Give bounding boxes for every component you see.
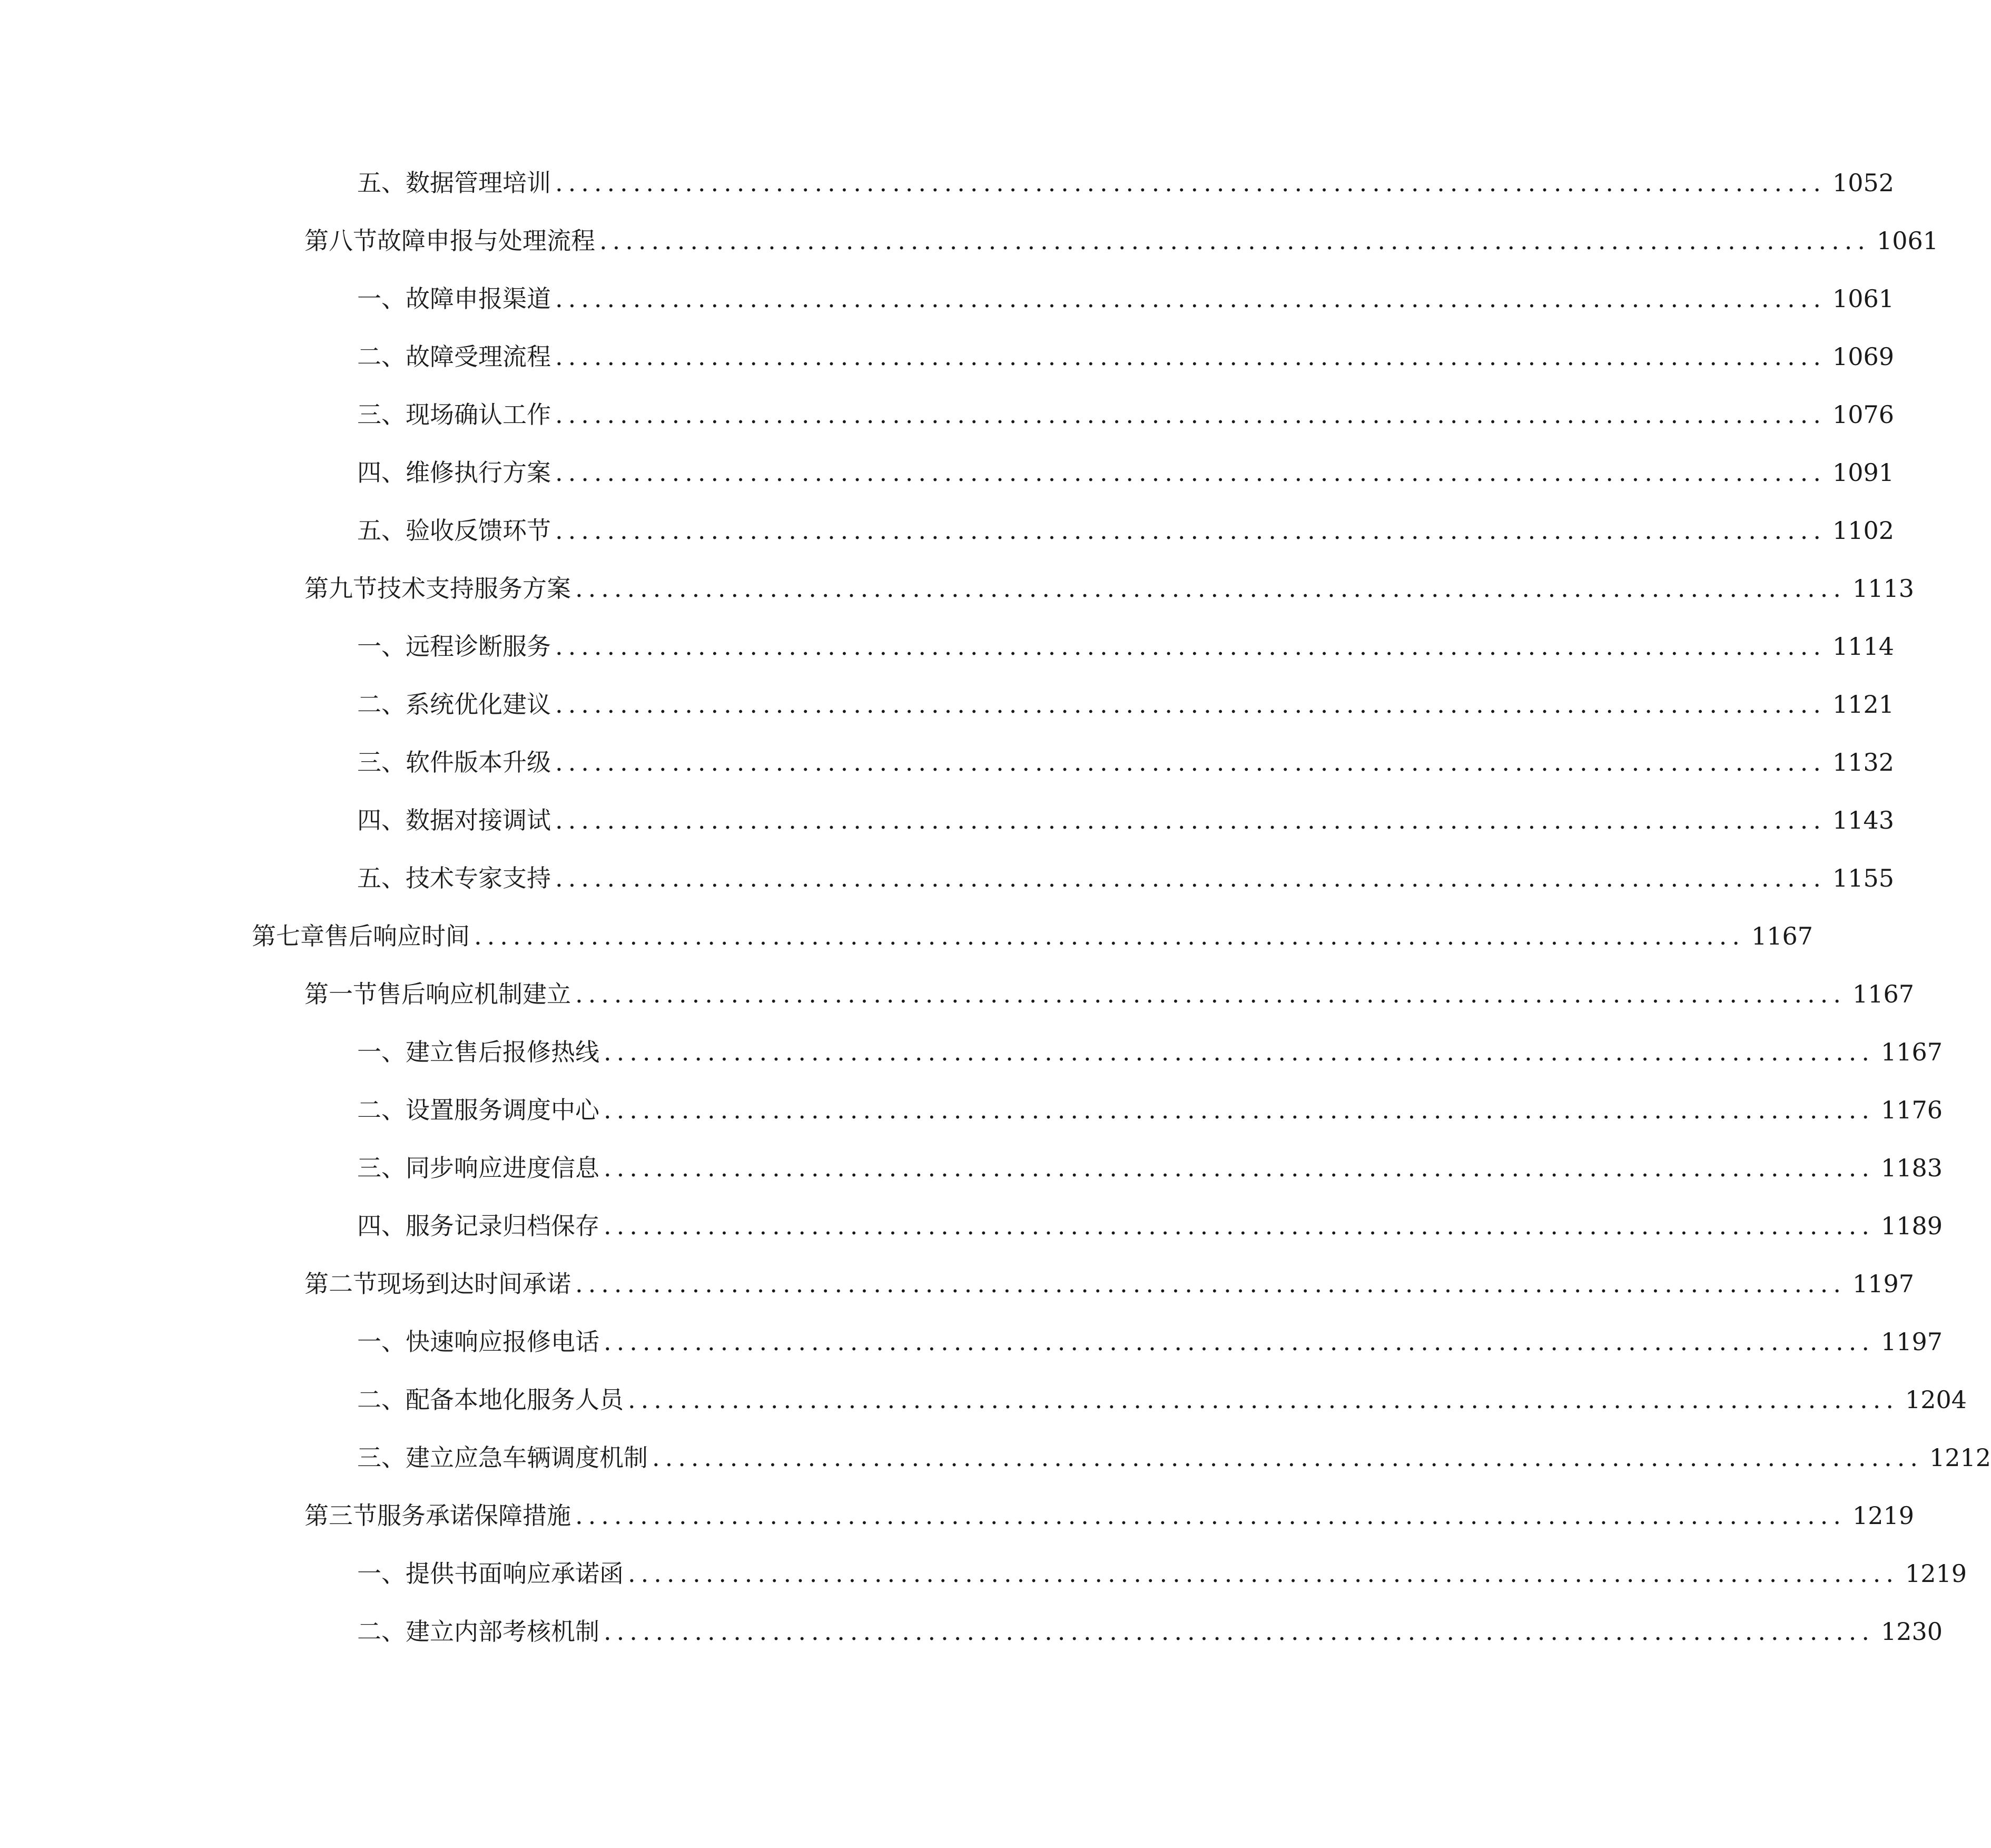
- toc-entry-number: 第二节: [304, 1270, 377, 1298]
- toc-entry-page: 1121: [1832, 690, 1895, 719]
- toc-entry-number: 五、: [357, 516, 406, 545]
- dot-leader: ..................................................................................................: [575, 1501, 1846, 1530]
- dot-leader: ..................................................................................................: [604, 1212, 1875, 1240]
- toc-entry-title: 技术专家支持: [406, 864, 551, 892]
- dot-leader: ..................................................................................................: [474, 922, 1745, 950]
- toc-entry-page: 1113: [1852, 574, 1915, 603]
- toc-entry-page: 1114: [1832, 632, 1895, 661]
- dot-leader: ..................................................................................................: [575, 1270, 1846, 1298]
- toc-entry-number: 五、: [357, 864, 406, 892]
- toc-entry[interactable]: [0, 686, 1895, 723]
- toc-entry-title: 服务记录归档保存: [406, 1212, 599, 1240]
- toc-entry-title: 验收反馈环节: [406, 516, 551, 545]
- toc-entry-title: 现场确认工作: [406, 400, 551, 429]
- toc-entry-number: 一、: [357, 1038, 406, 1066]
- toc-entry-number: 第一节: [304, 980, 377, 1008]
- toc-entry-page: 1143: [1832, 806, 1895, 834]
- dot-leader: ..................................................................................................: [555, 632, 1826, 661]
- toc-entry-title: 远程诊断服务: [406, 632, 551, 661]
- toc-entry[interactable]: [0, 570, 1915, 607]
- toc-entry[interactable]: [0, 280, 1895, 317]
- toc-entry-title: 同步响应进度信息: [406, 1154, 599, 1182]
- toc-entry-number: 二、: [357, 342, 406, 371]
- toc-entry-title: 设置服务调度中心: [406, 1096, 599, 1124]
- toc-entry-page: 1204: [1905, 1385, 1967, 1414]
- toc-entry-number: 第八节: [304, 227, 377, 255]
- dot-leader: ..................................................................................................: [575, 574, 1846, 603]
- toc-entry-number: 第九节: [304, 574, 377, 603]
- toc-entry[interactable]: [0, 396, 1895, 433]
- toc-entry-title: 系统优化建议: [406, 690, 551, 719]
- dot-leader: ..................................................................................................: [555, 400, 1826, 429]
- toc-entry-number: 二、: [357, 1096, 406, 1124]
- toc-entry-title: 故障申报与处理流程: [377, 227, 595, 255]
- toc-entry-title: 现场到达时间承诺: [377, 1270, 571, 1298]
- toc-entry[interactable]: [0, 1034, 1943, 1070]
- toc-entry-page: 1155: [1832, 864, 1895, 892]
- toc-entry-number: 三、: [357, 1443, 406, 1472]
- dot-leader: ..................................................................................................: [604, 1617, 1875, 1646]
- toc-entry-page: 1061: [1876, 227, 1939, 255]
- toc-entry-title: 建立应急车辆调度机制: [406, 1443, 648, 1472]
- toc-entry-title: 故障申报渠道: [406, 284, 551, 313]
- toc-entry-number: 四、: [357, 806, 406, 834]
- dot-leader: ..................................................................................................: [555, 690, 1826, 719]
- toc-entry[interactable]: [0, 338, 1895, 375]
- dot-leader: ..................................................................................................: [555, 864, 1826, 892]
- toc-entry-number: 四、: [357, 458, 406, 487]
- toc-entry-page: 1212: [1929, 1443, 1991, 1472]
- toc-entry-page: 1176: [1880, 1096, 1943, 1124]
- toc-entry[interactable]: [0, 1323, 1943, 1360]
- toc-entry[interactable]: [0, 1265, 1915, 1302]
- toc-entry[interactable]: [0, 222, 1939, 259]
- toc-entry-number: 三、: [357, 748, 406, 776]
- dot-leader: ..................................................................................................: [555, 458, 1826, 487]
- toc-entry-number: 第三节: [304, 1501, 377, 1530]
- toc-entry-title: 故障受理流程: [406, 342, 551, 371]
- dot-leader: ..................................................................................................: [652, 1443, 1923, 1472]
- toc-entry[interactable]: [0, 744, 1895, 781]
- toc-entry-page: 1197: [1852, 1270, 1915, 1298]
- toc-entry-title: 技术支持服务方案: [377, 574, 571, 603]
- toc-entry[interactable]: [0, 1092, 1943, 1128]
- toc-entry-title: 配备本地化服务人员: [406, 1385, 624, 1414]
- toc-entry[interactable]: [0, 1207, 1943, 1244]
- dot-leader: ..................................................................................................: [555, 169, 1826, 197]
- toc-entry[interactable]: [0, 454, 1895, 491]
- toc-entry-number: 二、: [357, 1617, 406, 1646]
- toc-entry[interactable]: [0, 1439, 1991, 1476]
- dot-leader: ..................................................................................................: [555, 516, 1826, 545]
- dot-leader: ..................................................................................................: [555, 284, 1826, 313]
- toc-entry-number: 一、: [357, 1328, 406, 1356]
- toc-entry-page: 1167: [1751, 922, 1813, 950]
- toc-entry-number: 三、: [357, 1154, 406, 1182]
- toc-entry[interactable]: [0, 512, 1895, 549]
- dot-leader: ..................................................................................................: [604, 1038, 1875, 1066]
- toc-entry-page: 1052: [1832, 169, 1895, 197]
- toc-entry-page: 1230: [1880, 1617, 1943, 1646]
- toc-entry-number: 五、: [357, 169, 406, 197]
- toc-entry[interactable]: [0, 1497, 1915, 1534]
- toc-entry[interactable]: [0, 1381, 1967, 1418]
- toc-entry[interactable]: [0, 976, 1915, 1013]
- toc-entry-page: 1076: [1832, 400, 1895, 429]
- toc-entry-number: 一、: [357, 632, 406, 661]
- toc-entry-page: 1102: [1832, 516, 1895, 545]
- toc-entry[interactable]: [0, 1555, 1967, 1592]
- toc-entry-title: 售后响应机制建立: [377, 980, 571, 1008]
- toc-entry-number: 第七章: [252, 922, 324, 950]
- toc-entry[interactable]: [0, 860, 1895, 897]
- toc-entry-title: 售后响应时间: [324, 922, 470, 950]
- toc-entry-page: 1061: [1832, 284, 1895, 313]
- toc-entry-number: 二、: [357, 1385, 406, 1414]
- toc-entry-page: 1219: [1852, 1501, 1915, 1530]
- toc-entry-title: 提供书面响应承诺函: [406, 1559, 624, 1588]
- dot-leader: ..................................................................................................: [628, 1559, 1899, 1588]
- toc-entry[interactable]: [0, 918, 1813, 955]
- dot-leader: ..................................................................................................: [555, 342, 1826, 371]
- toc-entry-title: 服务承诺保障措施: [377, 1501, 571, 1530]
- toc-entry-title: 数据对接调试: [406, 806, 551, 834]
- dot-leader: ..................................................................................................: [604, 1328, 1875, 1356]
- dot-leader: ..................................................................................................: [599, 227, 1870, 255]
- toc-entry-number: 二、: [357, 690, 406, 719]
- toc-entry-page: 1189: [1880, 1212, 1943, 1240]
- toc-entry-title: 软件版本升级: [406, 748, 551, 776]
- toc-entry-title: 维修执行方案: [406, 458, 551, 487]
- toc-entry[interactable]: [0, 164, 1895, 201]
- dot-leader: ..................................................................................................: [555, 806, 1826, 834]
- toc-entry-page: 1091: [1832, 458, 1895, 487]
- toc-entry-number: 一、: [357, 1559, 406, 1588]
- toc-entry-page: 1167: [1880, 1038, 1943, 1066]
- dot-leader: ..................................................................................................: [604, 1154, 1875, 1182]
- dot-leader: ..................................................................................................: [604, 1096, 1875, 1124]
- toc-entry-title: 建立售后报修热线: [406, 1038, 599, 1066]
- toc-entry-page: 1069: [1832, 342, 1895, 371]
- toc-entry-title: 建立内部考核机制: [406, 1617, 599, 1646]
- toc-entry-number: 一、: [357, 284, 406, 313]
- toc-entry[interactable]: [0, 1149, 1943, 1186]
- toc-entry-title: 数据管理培训: [406, 169, 551, 197]
- toc-entry-page: 1183: [1880, 1154, 1943, 1182]
- toc-entry[interactable]: [0, 802, 1895, 839]
- toc-entry-number: 三、: [357, 400, 406, 429]
- toc-entry-page: 1132: [1832, 748, 1895, 776]
- dot-leader: ..................................................................................................: [628, 1385, 1899, 1414]
- toc-entry-number: 四、: [357, 1212, 406, 1240]
- toc-entry[interactable]: [0, 1613, 1943, 1650]
- toc-entry-page: 1219: [1905, 1559, 1967, 1588]
- dot-leader: ..................................................................................................: [555, 748, 1826, 776]
- toc-entry-title: 快速响应报修电话: [406, 1328, 599, 1356]
- toc-entry-page: 1197: [1880, 1328, 1943, 1356]
- dot-leader: ..................................................................................................: [575, 980, 1846, 1008]
- toc-entry[interactable]: [0, 628, 1895, 665]
- toc-entry-page: 1167: [1852, 980, 1915, 1008]
